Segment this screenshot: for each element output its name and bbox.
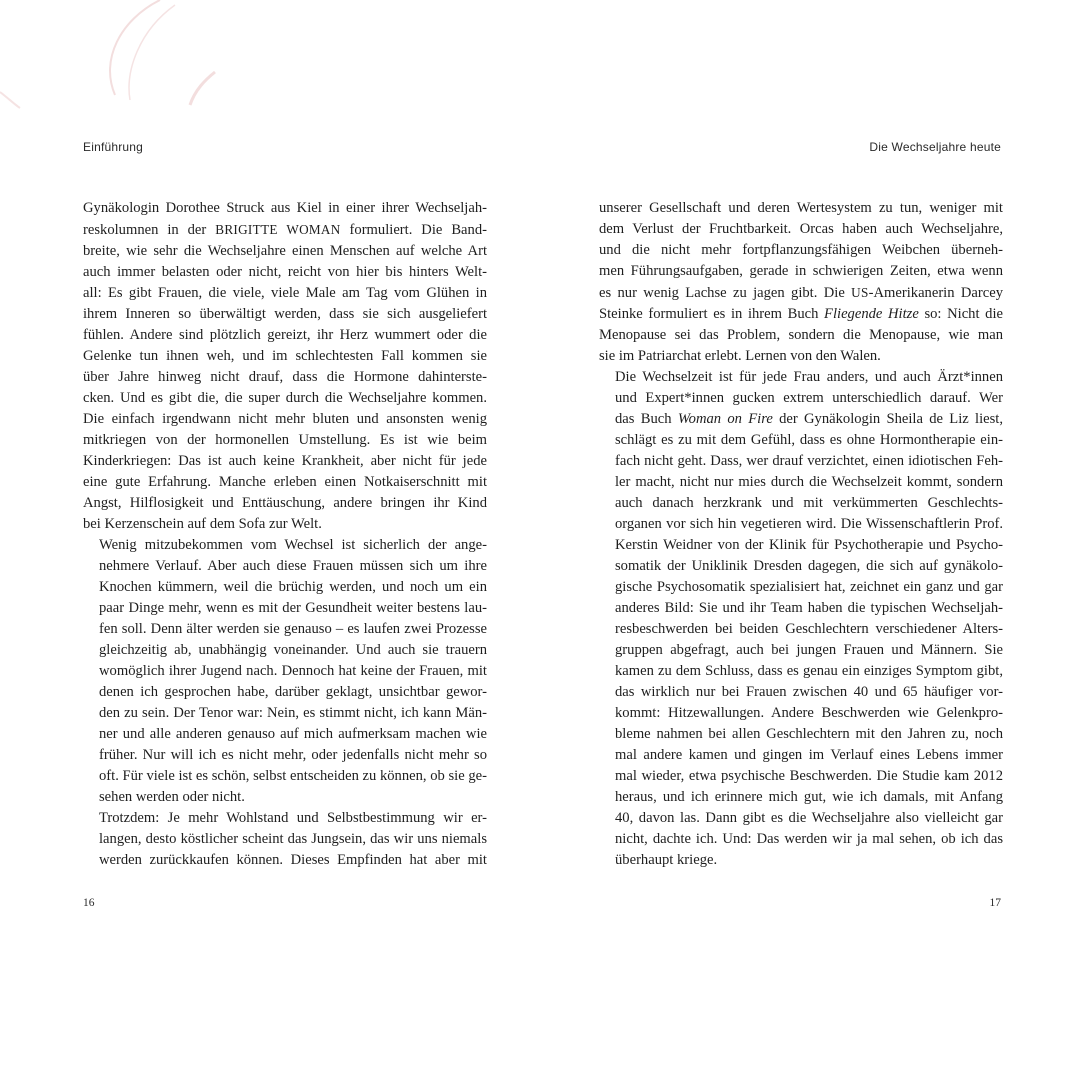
text-line xyxy=(83,367,487,388)
text-line xyxy=(83,241,487,262)
italic-title: Woman on Fire xyxy=(677,411,773,427)
text-segment: -Amerikanerin Darcey xyxy=(868,285,1003,301)
text-segment: resbeschwerden bei beiden Geschlechtern verschiedener Alters- xyxy=(615,621,1003,637)
text-segment: das wirklich nur bei Frauen zwischen 40 und 65 häufiger vor- xyxy=(615,684,1003,700)
text-segment: Knochen kümmern, weil die brüchig werden, und noch um ein xyxy=(99,579,487,595)
text-line xyxy=(599,640,1003,661)
text-segment: den zu sein. Der Tenor war: Nein, es stimmt nicht, ich kann Män- xyxy=(99,705,487,721)
text-segment: unserer Gesellschaft und deren Wertesystem zu tun, weniger mit xyxy=(599,200,1003,216)
text-segment: langen, desto köstlicher scheint das Jungsein, das wir uns niemals xyxy=(99,831,487,847)
text-segment: Gynäkologin Dorothee Struck aus Kiel in einer ihrer Wechseljah- xyxy=(83,200,487,216)
left-page-text-column xyxy=(83,198,487,871)
text-segment: bleme nahmen bei allen Geschlechtern mit den Jahren zu, noch xyxy=(615,726,1003,742)
text-segment: oft. Für viele ist es schön, selbst entscheiden zu können, ob sie ge- xyxy=(99,768,487,784)
text-line xyxy=(599,787,1003,808)
text-segment: Kinderkriegen: Das ist auch keine Krankheit, aber nicht für jede xyxy=(83,453,487,469)
text-segment: über Jahre hinweg nicht drauf, dass die Hormone dahinterste- xyxy=(83,369,487,385)
text-segment: anderes Bild: Sie und ihr Team haben die typischen Wechseljah- xyxy=(615,600,1003,616)
decorative-leaf-icon xyxy=(0,0,240,120)
text-segment: denen ich gesprochen habe, darüber geklagt, unsichtbar gewor- xyxy=(99,684,487,700)
text-line xyxy=(599,388,1003,409)
text-line xyxy=(83,346,487,367)
text-segment: somatik der Uniklinik Dresden dagegen, die sich auf gynäkolo- xyxy=(615,558,1003,574)
text-segment: mal wieder, etwa psychische Beschwerden. Die Studie kam 2012 xyxy=(615,768,1003,784)
text-line xyxy=(599,535,1003,556)
text-segment: schlägt es zu mit dem Gefühl, dass es ohne Hormontherapie ein- xyxy=(615,432,1003,448)
text-line xyxy=(599,219,1003,240)
text-line xyxy=(83,451,487,472)
text-line xyxy=(599,766,1003,787)
text-segment: Menopause sei das Problem, sondern die Menopause, wie man xyxy=(599,327,1003,343)
text-line xyxy=(83,388,487,409)
text-line xyxy=(83,745,487,766)
text-segment: dem Verlust der Fruchtbarkeit. Orcas haben auch Wechseljahre, xyxy=(599,221,1003,237)
text-line xyxy=(83,198,487,219)
text-segment: fen soll. Denn älter werden sie genauso – es laufen zwei Prozesse xyxy=(99,621,487,637)
text-segment: bei Kerzenschein auf dem Sofa zur Welt. xyxy=(83,516,322,532)
text-line xyxy=(83,850,487,871)
text-line xyxy=(599,240,1003,261)
text-segment: auch immer belasten oder nicht, reicht von hier bis hinters Welt- xyxy=(83,264,487,280)
text-segment: Die einfach irgendwann nicht mehr bluten und ansonsten wenig xyxy=(83,411,487,427)
text-line xyxy=(83,703,487,724)
text-segment: mitkriegen von der hormonellen Umstellung. Es ist wie beim xyxy=(83,432,487,448)
paragraph xyxy=(83,198,487,535)
text-line xyxy=(83,577,487,598)
text-segment: der Gynäkologin Sheila de Liz liest, xyxy=(772,411,1003,427)
text-segment: fach nicht geht. Dass, wer drauf verzichtet, einen idiotischen Feh- xyxy=(615,453,1003,469)
text-line xyxy=(83,409,487,430)
text-segment: heraus, und ich erinnere mich gut, wie ich damals, mit Anfang xyxy=(615,789,1003,805)
text-line xyxy=(599,282,1003,304)
text-line xyxy=(83,766,487,787)
text-segment: gische Psychosomatik spezialisiert hat, zeichnet ein ganz und gar xyxy=(615,579,1003,595)
text-segment: Die Wechselzeit ist für jede Frau anders, und auch Ärzt*innen xyxy=(615,369,1003,385)
text-segment: 40, davon las. Dann gibt es die Wechseljahre also vielleicht gar xyxy=(615,810,1003,826)
text-line xyxy=(83,724,487,745)
text-line xyxy=(83,640,487,661)
text-line xyxy=(599,850,1003,871)
text-segment: und Expert*innen gucken extrem unterschiedlich darauf. Wer xyxy=(615,390,1003,406)
text-line xyxy=(599,198,1003,219)
text-segment: fühlen. Andere sind plötzlich gereizt, ihr Herz wummert oder die xyxy=(83,327,487,343)
text-line xyxy=(83,472,487,493)
text-line xyxy=(83,493,487,514)
text-segment: ner und alle anderen genauso auf mich aufmerksam machen wie xyxy=(99,726,487,742)
paragraph xyxy=(599,198,1003,367)
text-line xyxy=(599,430,1003,451)
text-segment: men Führungsaufgaben, gerade in schwierigen Zeiten, etwa wenn xyxy=(599,263,1003,279)
text-line xyxy=(599,619,1003,640)
text-line xyxy=(599,745,1003,766)
text-segment: womöglich ihrer Jugend nach. Dennoch hat keine der Frauen, mit xyxy=(99,663,487,679)
text-segment: kommt: Hitzewallungen. Andere Beschwerden wie Gelenkpro- xyxy=(615,705,1003,721)
italic-title: Fliegende Hitze xyxy=(824,306,919,322)
text-segment: es nur wenig Lachse zu jagen gibt. Die xyxy=(599,285,852,301)
text-line xyxy=(83,682,487,703)
text-segment: so: Nicht die xyxy=(918,306,1003,322)
text-line xyxy=(599,829,1003,850)
page-number-left: 16 xyxy=(83,897,95,909)
text-line xyxy=(599,577,1003,598)
text-line xyxy=(599,346,1003,367)
right-page-text-column xyxy=(599,198,1003,871)
text-segment: Steinke formuliert es in ihrem Buch xyxy=(599,306,825,322)
text-segment: organen vor sich hin vegetieren wird. Die Wissenschaftlerin Prof. xyxy=(615,516,1003,532)
text-segment: Gelenke tun ihnen weh, und im schlechtesten Fall kommen sie xyxy=(83,348,487,364)
text-line xyxy=(599,808,1003,829)
text-segment: nicht, dachte ich. Und: Das werden wir ja mal sehen, ob ich das xyxy=(615,831,1003,847)
paragraph xyxy=(599,367,1003,871)
text-line xyxy=(599,493,1003,514)
text-segment: Wenig mitzubekommen vom Wechsel ist sicherlich der ange- xyxy=(99,537,487,553)
text-line xyxy=(83,430,487,451)
text-segment: all: Es gibt Frauen, die viele, viele Male am Tag vom Glühen in xyxy=(83,285,487,301)
text-line xyxy=(83,219,487,241)
text-segment: breite, wie sehr die Wechseljahre einen Menschen auf welche Art xyxy=(83,243,487,259)
text-segment: formuliert. Die Band- xyxy=(340,222,487,238)
text-line xyxy=(83,283,487,304)
text-line xyxy=(599,261,1003,282)
text-segment: sie im Patriarchat erlebt. Lernen von den Walen. xyxy=(599,348,881,364)
page-number-right: 17 xyxy=(989,897,1001,909)
text-line xyxy=(83,787,487,808)
text-line xyxy=(599,598,1003,619)
text-segment: früher. Nur will ich es nicht mehr, oder jedenfalls nicht mehr so xyxy=(99,747,487,763)
text-segment: paar Dinge mehr, wenn es mit der Gesundheit weiter bestens lau- xyxy=(99,600,487,616)
text-line xyxy=(599,304,1003,325)
text-segment: das Buch xyxy=(615,411,678,427)
text-line xyxy=(599,682,1003,703)
text-line xyxy=(83,325,487,346)
text-line xyxy=(599,661,1003,682)
text-segment: überhaupt kriege. xyxy=(615,852,718,868)
small-caps-text: US xyxy=(851,285,869,300)
text-line xyxy=(83,808,487,829)
text-line xyxy=(83,598,487,619)
text-segment: cken. Und es gibt die, die super durch die Wechseljahre kommen. xyxy=(83,390,487,406)
small-caps-text: BRIGITTE WOMAN xyxy=(215,222,341,237)
running-head-left: Einführung xyxy=(83,140,144,154)
text-segment: nehmere Verlauf. Aber auch diese Frauen müssen sich um ihre xyxy=(99,558,487,574)
text-segment: Trotzdem: Je mehr Wohlstand und Selbstbestimmung wir er- xyxy=(99,810,487,826)
text-line xyxy=(599,556,1003,577)
text-line xyxy=(599,514,1003,535)
text-segment: reskolumnen in der xyxy=(83,222,216,238)
paragraph xyxy=(83,808,487,871)
text-segment: ler macht, nicht nur mies durch die Wechselzeit kommt, sondern xyxy=(615,474,1003,490)
text-line xyxy=(599,724,1003,745)
text-segment: gruppen abgefragt, auch bei jungen Frauen und Männern. Sie xyxy=(615,642,1003,658)
text-segment: sehen werden oder nicht. xyxy=(99,789,245,805)
text-line xyxy=(599,472,1003,493)
text-line xyxy=(83,619,487,640)
text-segment: und die nicht mehr fortpflanzungsfähigen Weibchen überneh- xyxy=(599,242,1003,258)
text-segment: ihrem Inneren so überwältigt werden, dass sie sich ausgeliefert xyxy=(83,306,487,322)
text-line xyxy=(83,829,487,850)
text-line xyxy=(83,535,487,556)
text-line xyxy=(83,514,487,535)
text-line xyxy=(83,556,487,577)
text-segment: Angst, Hilflosigkeit und Enttäuschung, andere bringen ihr Kind xyxy=(83,495,487,511)
running-head-right: Die Wechseljahre heute xyxy=(869,140,1001,154)
text-line xyxy=(83,304,487,325)
text-line xyxy=(599,409,1003,430)
text-segment: gleichzeitig ab, unabhängig voneinander. Und auch sie trauern xyxy=(99,642,487,658)
text-segment: werden zurückkaufen können. Dieses Empfinden hat aber mit xyxy=(99,852,487,868)
paragraph xyxy=(83,535,487,808)
text-segment: auch danach herzkrank und mit verkümmerten Geschlechts- xyxy=(615,495,1003,511)
text-line xyxy=(83,661,487,682)
text-segment: mal andere kamen und gingen im Verlauf eines Lebens immer xyxy=(615,747,1003,763)
text-segment: eine gute Erfahrung. Manche erleben einen Notkaiserschnitt mit xyxy=(83,474,487,490)
text-line xyxy=(83,262,487,283)
text-line xyxy=(599,703,1003,724)
text-line xyxy=(599,325,1003,346)
text-segment: kamen zu dem Schluss, dass es genau ein einziges Symptom gibt, xyxy=(615,663,1003,679)
text-line xyxy=(599,367,1003,388)
text-segment: Kerstin Weidner von der Klinik für Psychotherapie und Psycho- xyxy=(615,537,1003,553)
text-line xyxy=(599,451,1003,472)
